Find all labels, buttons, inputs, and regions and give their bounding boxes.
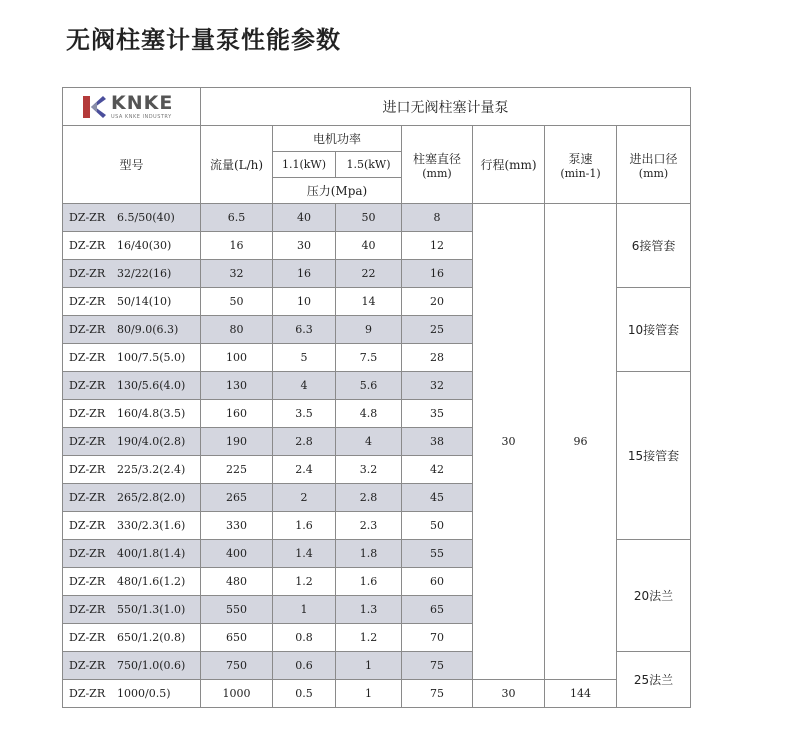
header-pump-speed [545, 126, 617, 204]
pressure-1-cell: 40 [273, 204, 336, 232]
plunger-diameter-cell: 38 [402, 428, 473, 456]
flow-cell: 6.5 [201, 204, 273, 232]
flow-cell: 650 [201, 624, 273, 652]
model-cell [63, 596, 201, 624]
pressure-2-cell: 5.6 [336, 372, 402, 400]
model-spec: 1000/0.5) [117, 687, 171, 700]
pressure-2-cell: 14 [336, 288, 402, 316]
pressure-2-cell: 2.3 [336, 512, 402, 540]
pressure-1-cell: 0.5 [273, 680, 336, 708]
flow-cell: 265 [201, 484, 273, 512]
pressure-2-cell: 7.5 [336, 344, 402, 372]
model-prefix: DZ-ZR [69, 379, 106, 392]
table-row [63, 680, 691, 708]
pressure-1-cell: 1.4 [273, 540, 336, 568]
plunger-diameter-cell: 16 [402, 260, 473, 288]
model-cell [63, 428, 201, 456]
flow-cell: 130 [201, 372, 273, 400]
model-prefix: DZ-ZR [69, 435, 106, 448]
pressure-2-cell: 1.8 [336, 540, 402, 568]
pressure-2-cell: 9 [336, 316, 402, 344]
model-prefix: DZ-ZR [69, 519, 106, 532]
logo-tagline: USA KNKE INDUSTRY [111, 113, 172, 120]
pressure-1-cell: 5 [273, 344, 336, 372]
header-port-diameter [617, 126, 691, 204]
model-cell [63, 400, 201, 428]
plunger-diameter-cell: 60 [402, 568, 473, 596]
header-motor-power: 电机功率 [273, 126, 402, 152]
model-spec: 480/1.6(1.2) [117, 575, 186, 588]
plunger-diameter-cell: 75 [402, 680, 473, 708]
plunger-diameter-cell: 35 [402, 400, 473, 428]
model-spec: 650/1.2(0.8) [117, 631, 186, 644]
model-spec: 16/40(30) [117, 239, 172, 252]
stroke-merged-cell: 30 [473, 204, 545, 680]
speed-merged-cell: 96 [545, 204, 617, 680]
header-stroke: 行程(mm) [473, 126, 545, 204]
model-prefix: DZ-ZR [69, 547, 106, 560]
model-cell [63, 456, 201, 484]
model-cell [63, 372, 201, 400]
outlet-cell: 20法兰 [617, 540, 691, 652]
logo-name: KNKE [111, 91, 174, 114]
pressure-2-cell: 2.8 [336, 484, 402, 512]
header-port-label: 进出口径 [629, 151, 678, 166]
plunger-diameter-cell: 25 [402, 316, 473, 344]
pressure-2-cell: 50 [336, 204, 402, 232]
pressure-2-cell: 1.2 [336, 624, 402, 652]
plunger-diameter-cell: 28 [402, 344, 473, 372]
model-cell [63, 344, 201, 372]
logo-cell [63, 88, 201, 126]
logo [63, 91, 200, 120]
outlet-cell: 15接管套 [617, 372, 691, 540]
plunger-diameter-cell: 32 [402, 372, 473, 400]
spec-table [62, 87, 691, 708]
model-cell [63, 624, 201, 652]
outlet-cell: 25法兰 [617, 652, 691, 708]
flow-cell: 100 [201, 344, 273, 372]
model-prefix: DZ-ZR [69, 463, 106, 476]
model-prefix: DZ-ZR [69, 267, 106, 280]
model-spec: 330/2.3(1.6) [117, 519, 186, 532]
pressure-1-cell: 0.6 [273, 652, 336, 680]
model-prefix: DZ-ZR [69, 351, 106, 364]
stroke-cell: 30 [473, 680, 545, 708]
flow-cell: 32 [201, 260, 273, 288]
header-port-unit: (mm) [638, 166, 669, 180]
model-spec: 100/7.5(5.0) [117, 351, 186, 364]
model-cell [63, 512, 201, 540]
model-prefix: DZ-ZR [69, 631, 106, 644]
model-spec: 6.5/50(40) [117, 211, 175, 224]
plunger-diameter-cell: 12 [402, 232, 473, 260]
model-spec: 750/1.0(0.6) [117, 659, 186, 672]
model-spec: 160/4.8(3.5) [117, 407, 186, 420]
flow-cell: 190 [201, 428, 273, 456]
model-spec: 225/3.2(2.4) [117, 463, 186, 476]
page-title: 无阀柱塞计量泵性能参数 [66, 26, 341, 54]
model-cell [63, 316, 201, 344]
model-prefix: DZ-ZR [69, 659, 106, 672]
pressure-1-cell: 2.8 [273, 428, 336, 456]
plunger-diameter-cell: 70 [402, 624, 473, 652]
pressure-1-cell: 2 [273, 484, 336, 512]
pressure-1-cell: 4 [273, 372, 336, 400]
model-spec: 400/1.8(1.4) [117, 547, 186, 560]
model-prefix: DZ-ZR [69, 295, 106, 308]
model-spec: 50/14(10) [117, 295, 172, 308]
model-cell [63, 232, 201, 260]
model-spec: 32/22(16) [117, 267, 172, 280]
pressure-2-cell: 22 [336, 260, 402, 288]
pressure-1-cell: 10 [273, 288, 336, 316]
flow-cell: 550 [201, 596, 273, 624]
model-prefix: DZ-ZR [69, 575, 106, 588]
model-cell [63, 204, 201, 232]
pressure-1-cell: 2.4 [273, 456, 336, 484]
pressure-2-cell: 1.6 [336, 568, 402, 596]
table-row [63, 204, 691, 232]
header-plunger-unit: (mm) [422, 166, 452, 180]
header-power-1: 1.1(kW) [273, 152, 336, 178]
knke-logo-icon [81, 94, 107, 120]
plunger-diameter-cell: 50 [402, 512, 473, 540]
pressure-1-cell: 16 [273, 260, 336, 288]
pressure-2-cell: 4.8 [336, 400, 402, 428]
pressure-2-cell: 4 [336, 428, 402, 456]
model-prefix: DZ-ZR [69, 407, 106, 420]
plunger-diameter-cell: 45 [402, 484, 473, 512]
pressure-1-cell: 6.3 [273, 316, 336, 344]
pressure-2-cell: 1 [336, 680, 402, 708]
model-spec: 80/9.0(6.3) [117, 323, 179, 336]
pressure-2-cell: 1 [336, 652, 402, 680]
speed-cell: 144 [545, 680, 617, 708]
header-flow: 流量(L/h) [201, 126, 273, 204]
pressure-1-cell: 1 [273, 596, 336, 624]
flow-cell: 750 [201, 652, 273, 680]
model-cell [63, 288, 201, 316]
header-power-2: 1.5(kW) [336, 152, 402, 178]
flow-cell: 50 [201, 288, 273, 316]
header-pressure: 压力(Mpa) [273, 178, 402, 204]
flow-cell: 80 [201, 316, 273, 344]
header-model: 型号 [63, 126, 201, 204]
plunger-diameter-cell: 20 [402, 288, 473, 316]
pressure-1-cell: 30 [273, 232, 336, 260]
flow-cell: 480 [201, 568, 273, 596]
pressure-2-cell: 1.3 [336, 596, 402, 624]
outlet-cell: 10接管套 [617, 288, 691, 372]
flow-cell: 225 [201, 456, 273, 484]
model-spec: 550/1.3(1.0) [117, 603, 186, 616]
plunger-diameter-cell: 65 [402, 596, 473, 624]
pressure-1-cell: 1.6 [273, 512, 336, 540]
header-speed-label: 泵速 [568, 151, 593, 166]
model-cell [63, 484, 201, 512]
model-cell [63, 680, 201, 708]
model-prefix: DZ-ZR [69, 491, 106, 504]
pressure-2-cell: 3.2 [336, 456, 402, 484]
flow-cell: 330 [201, 512, 273, 540]
model-spec: 265/2.8(2.0) [117, 491, 186, 504]
model-prefix: DZ-ZR [69, 211, 106, 224]
model-prefix: DZ-ZR [69, 687, 106, 700]
header-speed-unit: (min-1) [560, 166, 601, 180]
model-cell [63, 540, 201, 568]
header-plunger-label: 柱塞直径 [412, 151, 461, 166]
plunger-diameter-cell: 42 [402, 456, 473, 484]
model-spec: 190/4.0(2.8) [117, 435, 186, 448]
pressure-1-cell: 1.2 [273, 568, 336, 596]
model-cell [63, 652, 201, 680]
model-prefix: DZ-ZR [69, 323, 106, 336]
model-cell [63, 260, 201, 288]
plunger-diameter-cell: 55 [402, 540, 473, 568]
plunger-diameter-cell: 75 [402, 652, 473, 680]
header-plunger-diameter [402, 126, 473, 204]
flow-cell: 1000 [201, 680, 273, 708]
outlet-cell: 6接管套 [617, 204, 691, 288]
product-title: 进口无阀柱塞计量泵 [201, 88, 691, 126]
plunger-diameter-cell: 8 [402, 204, 473, 232]
model-spec: 130/5.6(4.0) [117, 379, 186, 392]
flow-cell: 160 [201, 400, 273, 428]
pressure-1-cell: 0.8 [273, 624, 336, 652]
model-cell [63, 568, 201, 596]
model-prefix: DZ-ZR [69, 239, 106, 252]
flow-cell: 400 [201, 540, 273, 568]
model-prefix: DZ-ZR [69, 603, 106, 616]
pressure-2-cell: 40 [336, 232, 402, 260]
pressure-1-cell: 3.5 [273, 400, 336, 428]
flow-cell: 16 [201, 232, 273, 260]
